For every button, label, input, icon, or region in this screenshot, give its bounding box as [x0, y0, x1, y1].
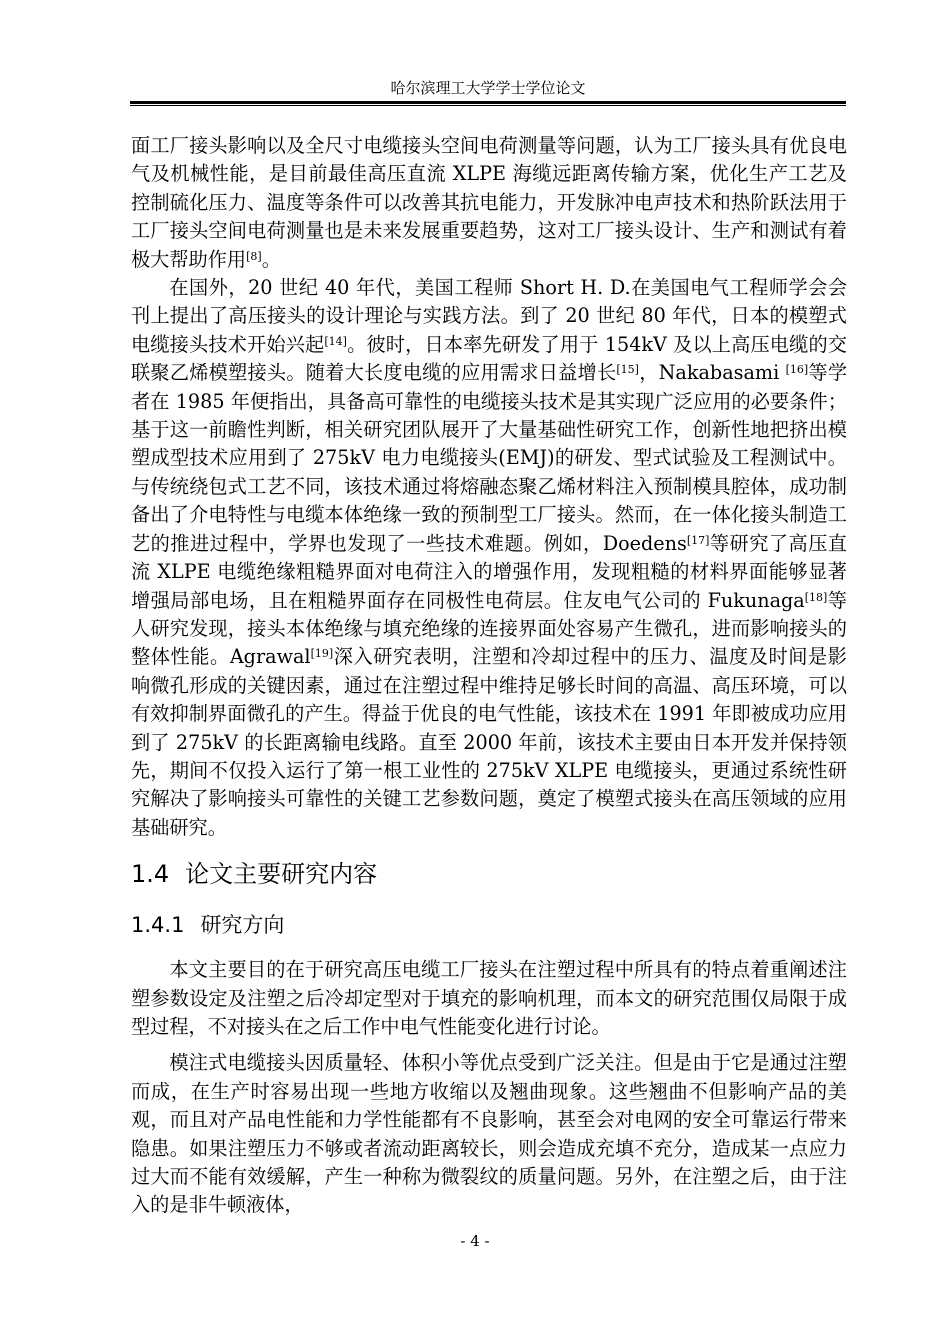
- running-header: 哈尔滨理工大学学士学位论文: [390, 79, 586, 97]
- paragraph-history: [131, 274, 847, 842]
- paragraph-text: 在国外，20 世纪 40 年代，美国工程师 Short H. D.在美国电气工程师学会会刊上提出了高压接头的设计理论与实践方法。到了 20 世纪 80 年代，日本的模塑式电缆接头技术开始兴起: [131, 276, 847, 356]
- paragraph-continuation: [131, 132, 847, 274]
- paragraph-text: 等研究了高压直流 XLPE 电缆绝缘粗糙界面对电荷注入的增强作用，发现粗糙的材料界面能够显著增强局部电场，且在粗糙界面存在同极性电荷层。住友电气公司的 Fukunaga: [131, 531, 847, 612]
- paragraph-text: ，Nakabasami: [638, 361, 786, 385]
- page-number: - 4 -: [460, 1232, 490, 1250]
- citation-14[interactable]: [14]: [324, 334, 347, 348]
- section-title: 论文主要研究内容: [185, 860, 378, 889]
- section-heading-1-4: [131, 854, 847, 894]
- paragraph-text: 等学者在 1985 年便指出，具备高可靠性的电缆接头技术是其实现广泛应用的必要条件；基于这一前瞻性判断，相关研究团队展开了大量基础性研究工作，创新性地把挤出模塑成型技术应用到了 275kV 电力电缆接头(EMJ)的研发、型式试验及工程测试中。与传统绕包式工艺不同，该技术通过将熔融态聚乙烯材料注入预制模具腔体，成功制备出了介电特性与电缆本体绝缘一致的预制型工厂接头。然而，在一体化接头制造工艺的推进过程中，学界也发现了一些技术难题。例如，Doedens: [131, 361, 848, 555]
- subsection-number: 1.4.1: [131, 913, 185, 938]
- paragraph-text: 等人研究发现，接头本体绝缘与填充绝缘的连接界面处容易产生微孔，进而影响接头的整体性能。Agrawal: [131, 588, 847, 669]
- page-body: [131, 132, 847, 1220]
- citation-17[interactable]: [17]: [686, 533, 710, 547]
- citation-19[interactable]: [19]: [310, 647, 334, 661]
- paragraph-text: 。彼时，日本率先研发了用于 154kV 及以上高压电缆的交联聚乙烯模塑接头。随着大长度电缆的应用需求日益增长: [131, 332, 847, 385]
- citation-15[interactable]: [15]: [616, 363, 639, 377]
- paragraph-text: 。: [261, 247, 281, 271]
- paragraph-molded-joint: 模注式电缆接头因质量轻、体积小等优点受到广泛关注。但是由于它是通过注塑而成，在生产时容易出现一些地方收缩以及翘曲现象。这些翘曲不但影响产品的美观，而且对产品电性能和力学性能都有不良影响，甚至会对电网的安全可靠运行带来隐患。如果注塑压力不够或者流动距离较长，则会造成充填不充分，造成某一点应力过大而不能有效缓解，产生一种称为微裂纹的质量问题。另外，在注塑之后，由于注入的是非牛顿液体，: [131, 1051, 847, 1217]
- paragraph-text: 深入研究表明，注塑和冷却过程中的压力、温度及时间是影响微孔形成的关键因素，通过在注塑过程中维持足够长时间的高温、高压环境，可以有效抑制界面微孔的产生。得益于优良的电气性能，该技术在 1991 年即被成功应用到了 275kV 的长距离输电线路。直至 2000 年前，该技术主要由日本开发并保持领先，期间不仅投入运行了第一根工业性的 275kV XLPE 电缆接头，更通过系统性研究解决了影响接头可靠性的关键工艺参数问题，奠定了模塑式接头在高压领域的应用基础研究。: [131, 645, 847, 839]
- citation-8[interactable]: [8]: [246, 249, 262, 263]
- subsection-title: 研究方向: [200, 913, 285, 938]
- paragraph-text: 面工厂接头影响以及全尺寸电缆接头空间电荷测量等问题，认为工厂接头具有优良电气及机械性能，是目前最佳高压直流 XLPE 海缆远距离传输方案，优化生产工艺及控制硫化压力、温度等条件可以改善其抗电能力，开发脉冲电声技术和热阶跃法用于工厂接头空间电荷测量也是未来发展重要趋势，这对工厂接头设计、生产和测试有着极大帮助作用: [131, 134, 847, 271]
- subsection-heading-1-4-1: [131, 908, 847, 942]
- paragraph-research-goal: 本文主要目的在于研究高压电缆工厂接头在注塑过程中所具有的特点着重阐述注塑参数设定及注塑之后冷却定型对于填充的影响机理，而本文的研究范围仅局限于成型过程，不对接头在之后工作中电气性能变化进行讨论。: [131, 958, 847, 1038]
- header-rule: [130, 101, 846, 106]
- citation-16[interactable]: [16]: [785, 363, 809, 377]
- citation-18[interactable]: [18]: [804, 590, 828, 604]
- section-number: 1.4: [131, 860, 170, 889]
